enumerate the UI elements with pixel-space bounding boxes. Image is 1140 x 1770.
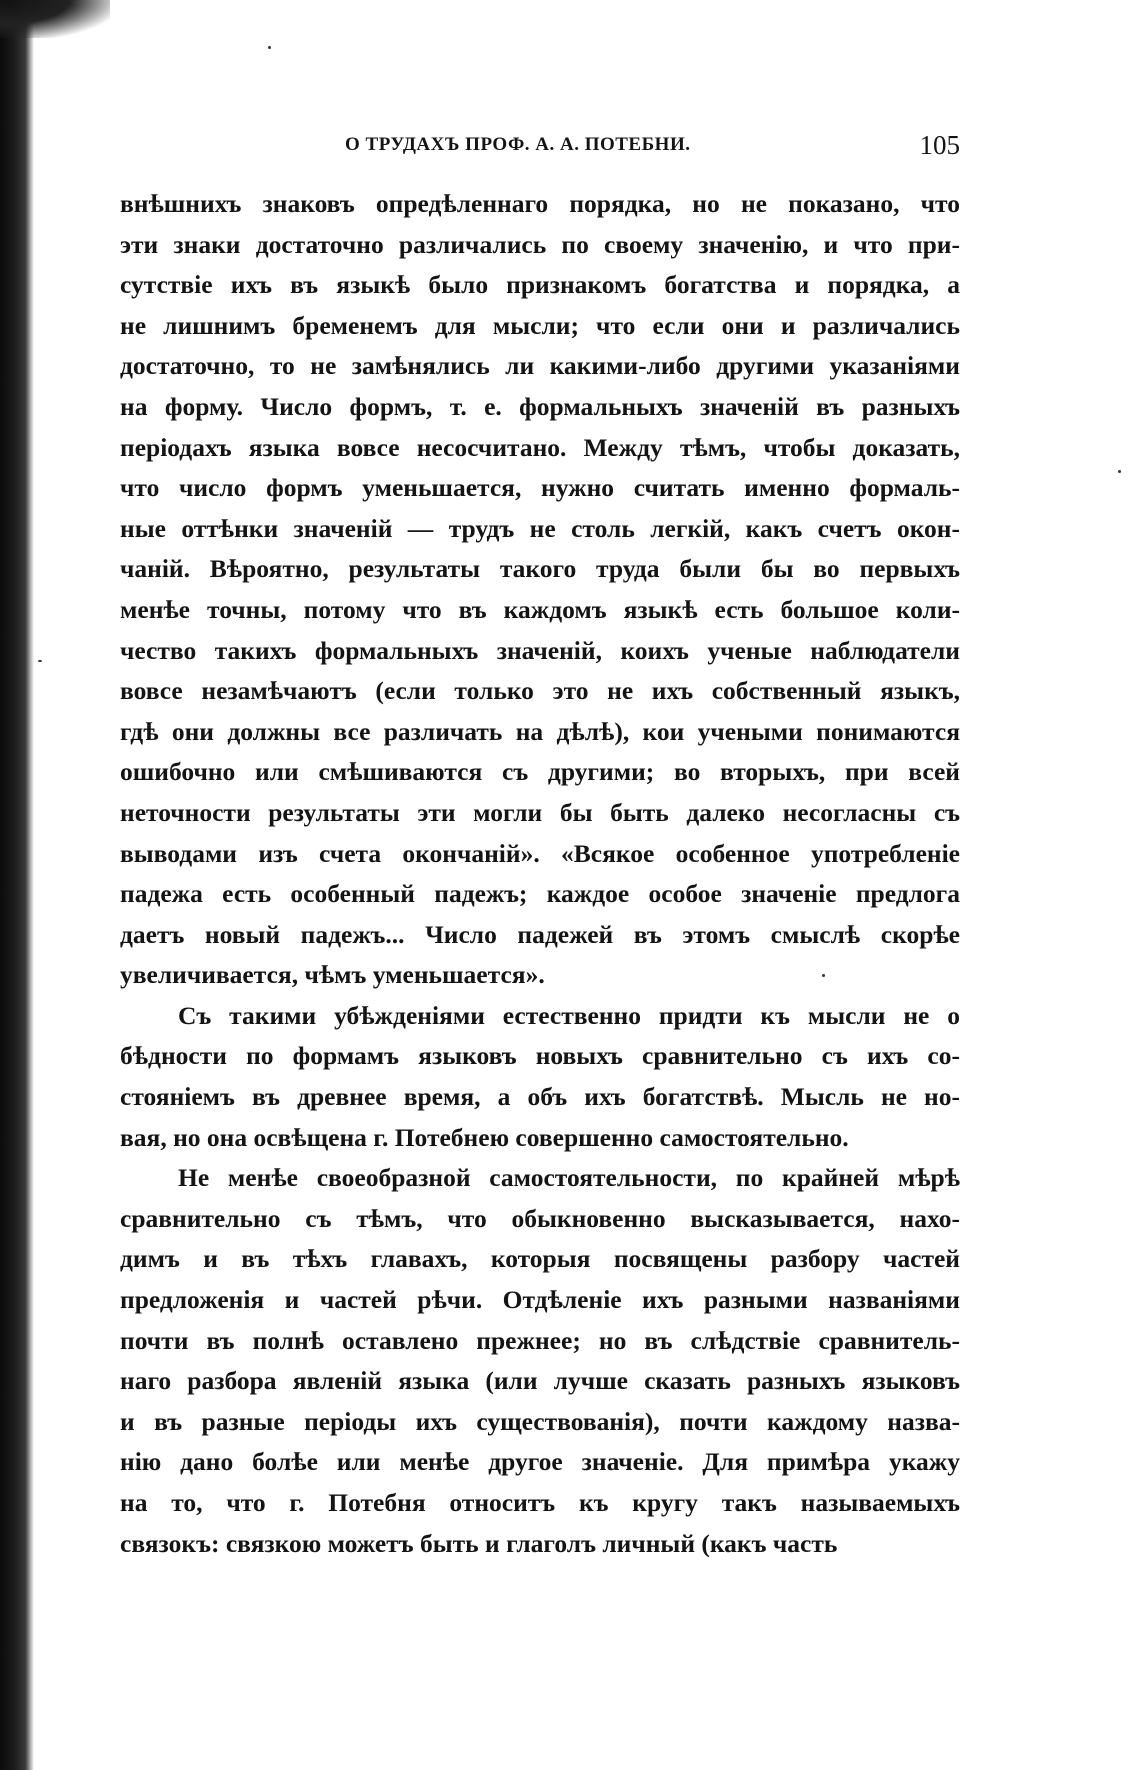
text-line: и въ разные періоды ихъ существованія), почти каждому назва- — [120, 1406, 960, 1436]
text-line: Не менѣе своеобразной самостоятельности, по крайней мѣрѣ — [178, 1163, 960, 1193]
text-line: что число формъ уменьшается, нужно считать именно формаль- — [120, 473, 960, 503]
scan-speck — [1118, 470, 1121, 473]
text-line: вая, но она освѣщена г. Потебнею совершенно самостоятельно. — [120, 1122, 849, 1152]
text-line: менѣе точны, потому что въ каждомъ языкѣ есть большое коли- — [120, 594, 960, 624]
text-line: наго разбора явленій языка (или лучше сказать разныхъ языковъ — [120, 1366, 960, 1396]
text-line: ошибочно или смѣшиваются съ другими; во вторыхъ, при всей — [120, 757, 960, 787]
text-line: на то, что г. Потебня относитъ къ кругу такъ называемыхъ — [120, 1488, 960, 1517]
text-line: почти въ полнѣ оставлено прежнее; но въ слѣдствіе сравнитель- — [120, 1325, 960, 1355]
text-line: сутствіе ихъ въ языкѣ было признакомъ богатства и порядка, а — [120, 270, 960, 300]
text-line: связокъ: связкою можетъ быть и глаголъ личный (какъ часть — [120, 1528, 838, 1558]
scan-speck — [822, 974, 825, 977]
body-text — [120, 184, 960, 1564]
text-line: періодахъ языка вовсе несосчитано. Между тѣмъ, чтобы доказать, — [120, 432, 960, 462]
text-line: бѣдности по формамъ языковъ новыхъ сравнительно съ ихъ со- — [120, 1041, 960, 1071]
scan-speck — [268, 46, 271, 49]
text-line: выводами изъ счета окончаній». «Всякое особенное употребленіе — [120, 838, 960, 868]
text-line: вовсе незамѣчаютъ (если только это не ихъ собственный языкъ, — [120, 676, 960, 706]
text-line: увеличивается, чѣмъ уменьшается». — [120, 960, 545, 990]
text-line: димъ и въ тѣхъ главахъ, которыя посвящены разбору частей — [120, 1244, 960, 1274]
page-header — [120, 130, 960, 164]
text-line: чество такихъ формальныхъ значеній, коихъ ученые наблюдатели — [120, 635, 960, 665]
binding-edge — [0, 0, 34, 1770]
text-line: гдѣ они должны все различать на дѣлѣ), кои учеными понимаются — [120, 716, 960, 746]
text-line: сравнительно съ тѣмъ, что обыкновенно высказывается, нахо- — [120, 1203, 960, 1233]
text-line: стояніемъ въ древнее время, а объ ихъ богатствѣ. Мысль не но- — [120, 1082, 960, 1112]
page-number: 105 — [919, 130, 960, 160]
text-line: Съ такими убѣжденіями естественно придти къ мысли не о — [178, 1000, 960, 1030]
text-line: эти знаки достаточно различались по своему значенію, и что при- — [120, 229, 960, 259]
text-line: предложенія и частей рѣчи. Отдѣленіе ихъ разными названіями — [120, 1285, 960, 1315]
text-line: достаточно, то не замѣнялись ли какими-либо другими указаніями — [120, 351, 960, 381]
text-line: даетъ новый падежъ... Число падежей въ этомъ смыслѣ скорѣе — [120, 919, 960, 949]
binding-edge-corner — [0, 0, 110, 38]
text-line: неточности результаты эти могли бы быть далеко несогласны съ — [120, 797, 960, 827]
text-line: нію дано болѣе или менѣе другое значеніе. Для примѣра укажу — [120, 1447, 960, 1477]
text-line: падежа есть особенный падежъ; каждое особое значеніе предлога — [120, 879, 960, 909]
text-line: внѣшнихъ знаковъ опредѣленнаго порядка, но не показано, что — [120, 189, 960, 218]
text-line: чаній. Вѣроятно, результаты такого труда были бы во первыхъ — [120, 554, 960, 584]
text-line: ные оттѣнки значеній — трудъ не столь легкій, какъ счетъ окон- — [120, 513, 960, 543]
text-line: на форму. Число формъ, т. е. формальныхъ значеній въ разныхъ — [120, 391, 960, 421]
running-title: О ТРУДАХЪ ПРОФ. А. А. ПОТЕБНИ. — [345, 134, 691, 155]
scan-speck — [38, 660, 42, 662]
text-line: не лишнимъ бременемъ для мысли; что если они и различались — [120, 310, 960, 340]
